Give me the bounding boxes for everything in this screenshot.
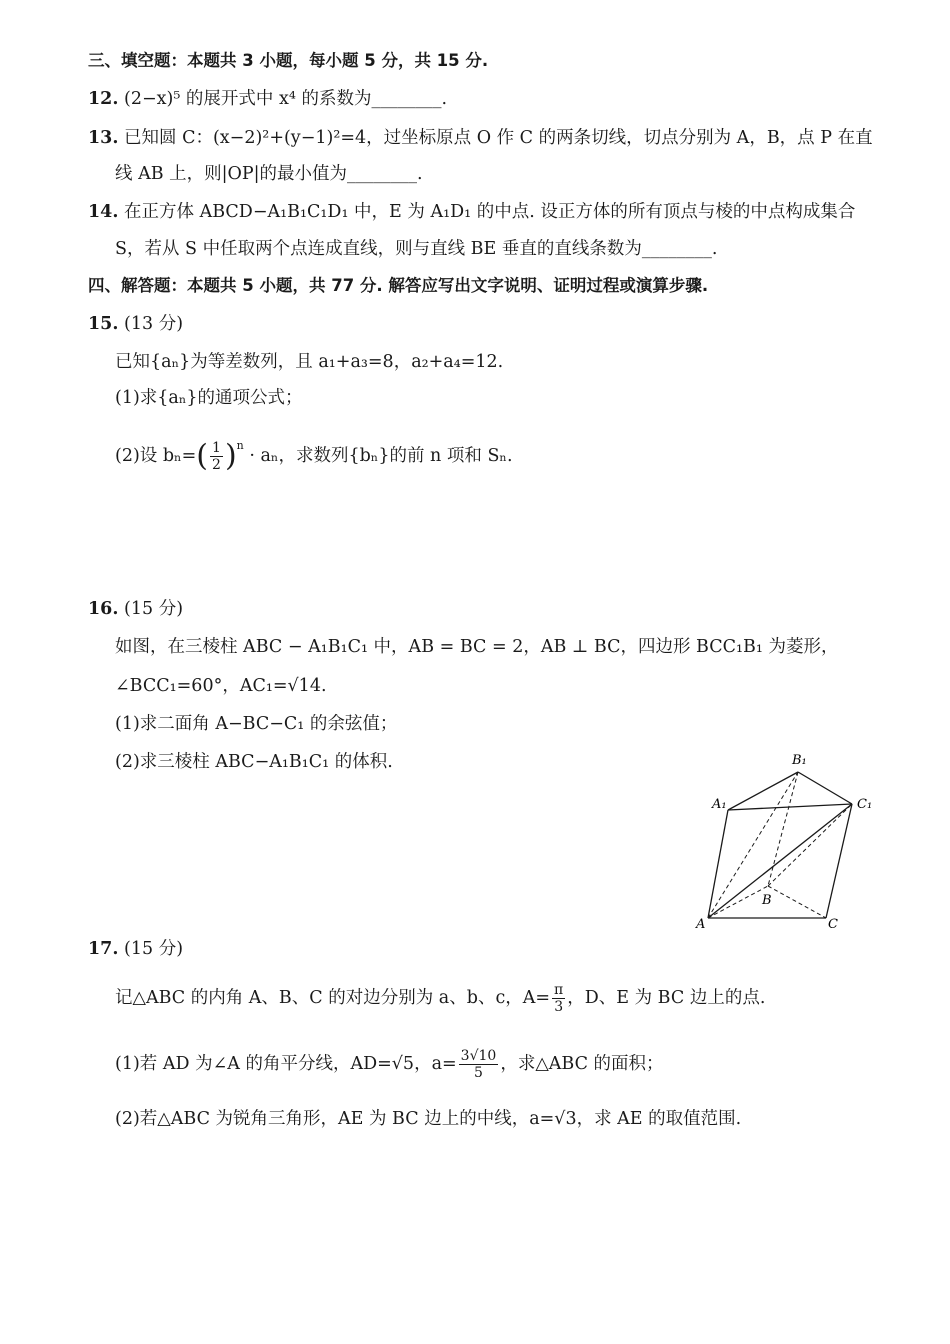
edge-a1-a xyxy=(708,810,728,918)
fraction-one-half: $\frac{1}{2}$ xyxy=(212,440,221,473)
part1-suffix: ，求△ABC 的面积； xyxy=(500,1054,664,1074)
fraction-3root10-over-5: $\frac{3√10}{5}$ xyxy=(460,1048,497,1081)
exponent: n xyxy=(236,439,244,452)
part2-suffix: · aₙ，求数列{bₙ}的前 n 项和 Sₙ. xyxy=(243,446,513,466)
question-17-part1 xyxy=(115,1046,664,1082)
label-c: C xyxy=(828,917,838,932)
edge-b1-b xyxy=(768,772,798,886)
stem-prefix: 记△ABC 的内角 A、B、C 的对边分别为 a、b、c，A= xyxy=(115,988,551,1008)
question-15-part2 xyxy=(115,428,513,475)
part2-prefix: (2)设 bₙ= xyxy=(115,446,197,466)
question-13-continued: 线 AB 上，则|OP|的最小值为________. xyxy=(115,164,423,184)
prism-figure xyxy=(690,748,890,938)
question-15-part1: (1)求{aₙ}的通项公式； xyxy=(115,388,303,408)
question-14-continued: S，若从 S 中任取两个点连成直线，则与直线 BE 垂直的直线条数为________. xyxy=(115,239,718,259)
left-paren: ( xyxy=(196,438,209,474)
edge-a1-c1 xyxy=(728,804,852,810)
question-13 xyxy=(88,127,873,149)
question-number: 15. xyxy=(88,314,119,334)
label-b1: B₁ xyxy=(792,753,807,768)
edge-b-c xyxy=(768,886,826,918)
question-number: 16. xyxy=(88,599,119,619)
section4-header: 四、解答题：本题共 5 小题，共 77 分. 解答应写出文字说明、证明过程或演算步骤. xyxy=(88,276,709,295)
question-text: 已知圆 C：(x−2)²+(y−1)²=4，过坐标原点 O 作 C 的两条切线，切点分别为 A，B，点 P 在直 xyxy=(124,128,873,148)
question-15-stem: 已知{aₙ}为等差数列，且 a₁+a₃=8，a₂+a₄=12. xyxy=(115,352,504,372)
edge-b1-c1 xyxy=(798,772,852,804)
question-number: 17. xyxy=(88,939,119,959)
question-number: 13. xyxy=(88,128,119,148)
question-text: (2−x)⁵ 的展开式中 x⁴ 的系数为________. xyxy=(124,89,448,109)
question-number: 14. xyxy=(88,202,119,222)
right-paren: ) xyxy=(224,438,237,474)
question-15-heading xyxy=(88,313,183,335)
question-14 xyxy=(88,201,855,223)
question-16-part2: (2)求三棱柱 ABC−A₁B₁C₁ 的体积. xyxy=(115,752,393,772)
edge-a-b xyxy=(708,886,768,918)
question-17-stem xyxy=(115,980,765,1016)
question-number: 12. xyxy=(88,89,119,109)
edge-a1-b1 xyxy=(728,772,798,810)
segment-b-c1 xyxy=(768,804,852,886)
question-16-line1: 如图，在三棱柱 ABC − A₁B₁C₁ 中，AB = BC = 2，AB ⊥ BC，四边形 BCC₁B₁ 为菱形， xyxy=(115,637,839,657)
question-score: (15 分) xyxy=(124,599,184,619)
label-b: B xyxy=(762,893,772,908)
label-c1: C₁ xyxy=(857,797,873,812)
question-text: 在正方体 ABCD−A₁B₁C₁D₁ 中，E 为 A₁D₁ 的中点. 设正方体的所有顶点与棱的中点构成集合 xyxy=(124,202,856,222)
question-16-part1: (1)求二面角 A−BC−C₁ 的余弦值； xyxy=(115,714,398,734)
stem-suffix: ，D、E 为 BC 边上的点. xyxy=(567,988,766,1008)
label-a1: A₁ xyxy=(712,797,727,812)
question-score: (15 分) xyxy=(124,939,184,959)
question-score: (13 分) xyxy=(124,314,184,334)
fraction-pi-over-3: $\frac{\pi}{3}$ xyxy=(554,982,564,1015)
question-17-heading xyxy=(88,938,183,960)
question-17-part2: (2)若△ABC 为锐角三角形，AE 为 BC 边上的中线，a=√3，求 AE 的取值范围. xyxy=(115,1109,742,1129)
label-a: A xyxy=(696,917,706,932)
question-16-heading xyxy=(88,598,183,620)
section3-header: 三、填空题：本题共 3 小题，每小题 5 分，共 15 分. xyxy=(88,51,489,70)
question-12 xyxy=(88,88,447,110)
question-16-line2: ∠BCC₁=60°，AC₁=√14. xyxy=(115,676,327,696)
part1-prefix: (1)若 AD 为∠A 的角平分线，AD=√5，a= xyxy=(115,1054,457,1074)
